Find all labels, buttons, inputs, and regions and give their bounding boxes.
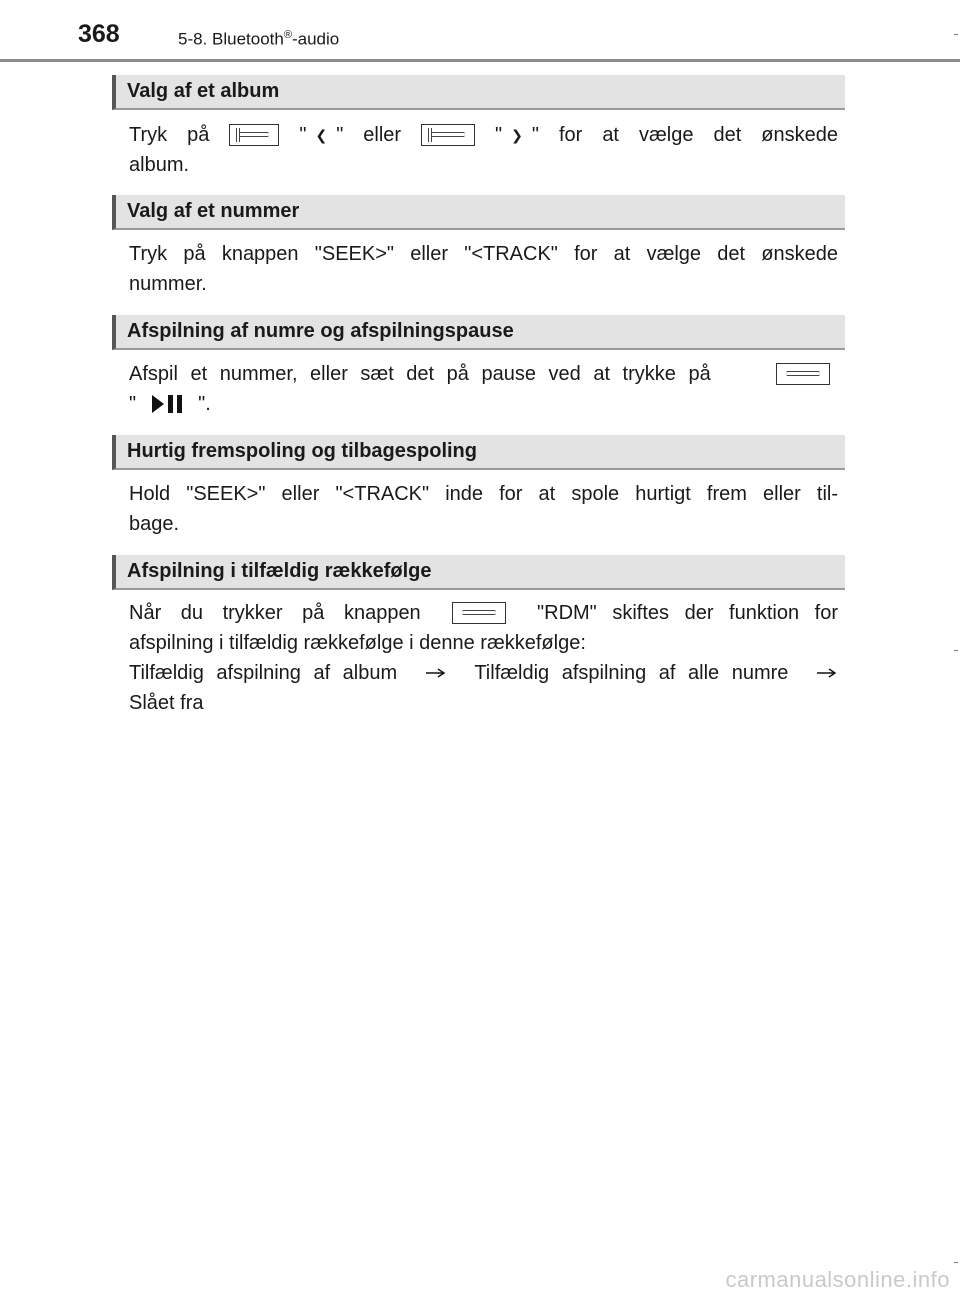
- chapter-suffix: -audio: [291, 29, 340, 49]
- word: for: [558, 124, 583, 146]
- paragraph-text: Afspil et nummer, eller sæt det på pause ved at trykke på: [129, 363, 711, 385]
- edge-mark: [954, 650, 958, 651]
- watermark: carmanualsonline.info: [725, 1267, 950, 1292]
- paragraph-line: afspilning i tilfældig rækkefølge i denne rækkefølge:: [129, 632, 586, 654]
- paragraph-line: album.: [129, 154, 190, 176]
- quote: ": [129, 393, 137, 415]
- word: ønskede: [761, 124, 838, 146]
- paragraph-line: bage.: [129, 513, 180, 535]
- paragraph-text: Tilfældig afspilning af album: [129, 662, 398, 684]
- paragraph-line: Tryk på knappen "SEEK>" eller "<TRACK" for at vælge det ønskede: [129, 243, 838, 265]
- paragraph-track: [129, 239, 838, 299]
- word: eller: [363, 124, 402, 146]
- quote: ": [495, 124, 503, 146]
- paragraph-text: "RDM" skiftes der funktion for: [537, 602, 838, 624]
- quote-chevron-group: [299, 120, 343, 150]
- paragraph-text: Tilfældig afspilning af alle numre: [474, 662, 789, 684]
- paragraph-line: [129, 359, 838, 389]
- steering-switch-right-button: [421, 124, 475, 146]
- word: Tryk: [129, 124, 168, 146]
- play-pause-icon: [150, 393, 186, 415]
- page-number: 368: [78, 20, 120, 48]
- paragraph-line: [129, 120, 838, 150]
- quote-chevron-group: [495, 120, 539, 150]
- paragraph-seek: [129, 479, 838, 539]
- paragraph-play: [129, 359, 838, 419]
- section-heading-track: Valg af et nummer: [112, 195, 845, 230]
- word: at: [602, 124, 619, 146]
- word: det: [713, 124, 742, 146]
- chapter-prefix: 5-8. Bluetooth: [178, 29, 284, 49]
- paragraph-line: [129, 658, 838, 688]
- chapter-title: [178, 29, 339, 50]
- steering-switch-left-button: [229, 124, 279, 146]
- chevron-right-icon: ❯: [511, 127, 523, 143]
- edge-mark: [954, 34, 958, 35]
- quote: ": [336, 124, 344, 146]
- arrow-right-icon: [425, 667, 447, 679]
- edge-mark: [954, 1262, 958, 1263]
- header-rule: [0, 59, 960, 62]
- steering-switch-button: [776, 363, 830, 385]
- arrow-right-icon: [816, 667, 838, 679]
- word: på: [187, 124, 210, 146]
- chevron-left-icon: ❮: [315, 127, 328, 143]
- word: vælge: [638, 124, 694, 146]
- quote: ": [531, 124, 539, 146]
- paragraph-line: Slået fra: [129, 692, 204, 714]
- section-heading-album: Valg af et album: [112, 75, 845, 110]
- steering-switch-button: [452, 602, 506, 624]
- registered-mark: ®: [283, 29, 292, 41]
- paragraph-line: Hold "SEEK>" eller "<TRACK" inde for at spole hurtigt frem eller til-: [129, 483, 838, 505]
- section-heading-seek: Hurtig fremspoling og tilbagespoling: [112, 435, 845, 470]
- section-heading-play: Afspilning af numre og afspilningspause: [112, 315, 845, 350]
- paragraph-text: Når du trykker på knappen: [129, 602, 421, 624]
- quote: ".: [198, 393, 211, 415]
- paragraph-line: [129, 598, 838, 628]
- section-heading-random: Afspilning i tilfældig rækkefølge: [112, 555, 845, 590]
- paragraph-line: [129, 389, 838, 419]
- paragraph-line: nummer.: [129, 273, 207, 295]
- quote: ": [299, 124, 307, 146]
- paragraph-random: [129, 598, 838, 718]
- paragraph-album: [129, 120, 838, 180]
